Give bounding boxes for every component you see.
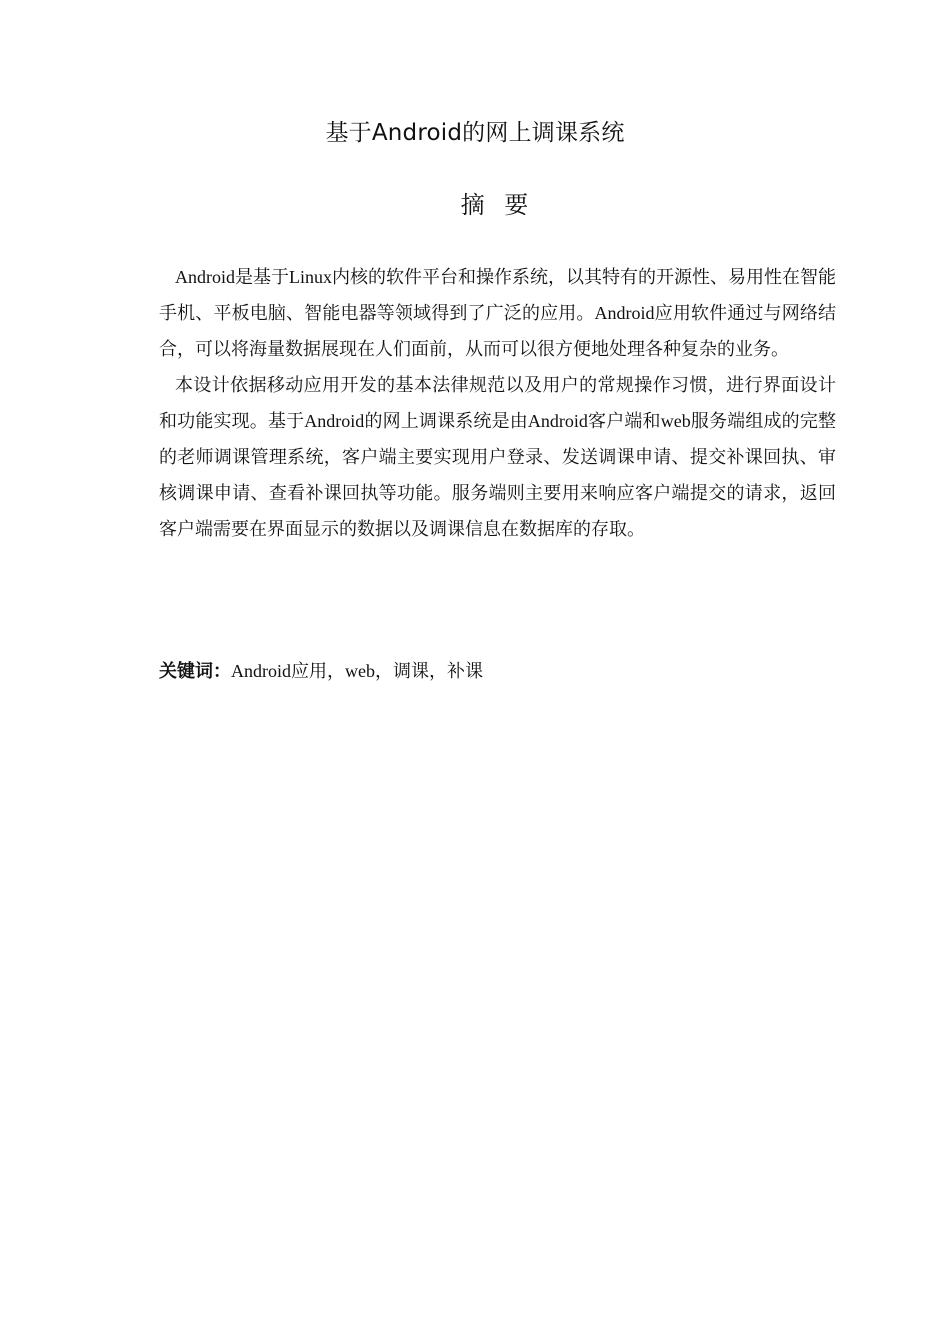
keywords-value: Android应用，web，调课，补课 xyxy=(231,661,483,681)
abstract-heading: 摘 要 xyxy=(460,191,535,219)
abstract-paragraph-1: Android是基于Linux内核的软件平台和操作系统，以其特有的开源性、易用性在智能手机、平板电脑、智能电器等领域得到了广泛的应用。Android应用软件通过与网络结合，可以将海量数据展现在人们面前，从而可以很方便地处理各种复杂的业务。 xyxy=(159,267,836,359)
keywords-label: 关键词： xyxy=(159,661,231,682)
abstract-paragraph-2: 本设计依据移动应用开发的基本法律规范以及用户的常规操作习惯，进行界面设计和功能实现。基于Android的网上调课系统是由Android客户端和web服务端组成的完整的老师调课管理系统，客户端主要实现用户登录、发送调课申请、提交补课回执、审核调课申请、查看补课回执等功能。服务端则主要用来响应客户端提交的请求，返回客户端需要在界面显示的数据以及调课信息在数据库的存取。 xyxy=(159,375,836,539)
document-title: 基于Android的网上调课系统 xyxy=(325,120,625,146)
keywords-line xyxy=(159,653,836,690)
abstract-body xyxy=(159,259,836,547)
